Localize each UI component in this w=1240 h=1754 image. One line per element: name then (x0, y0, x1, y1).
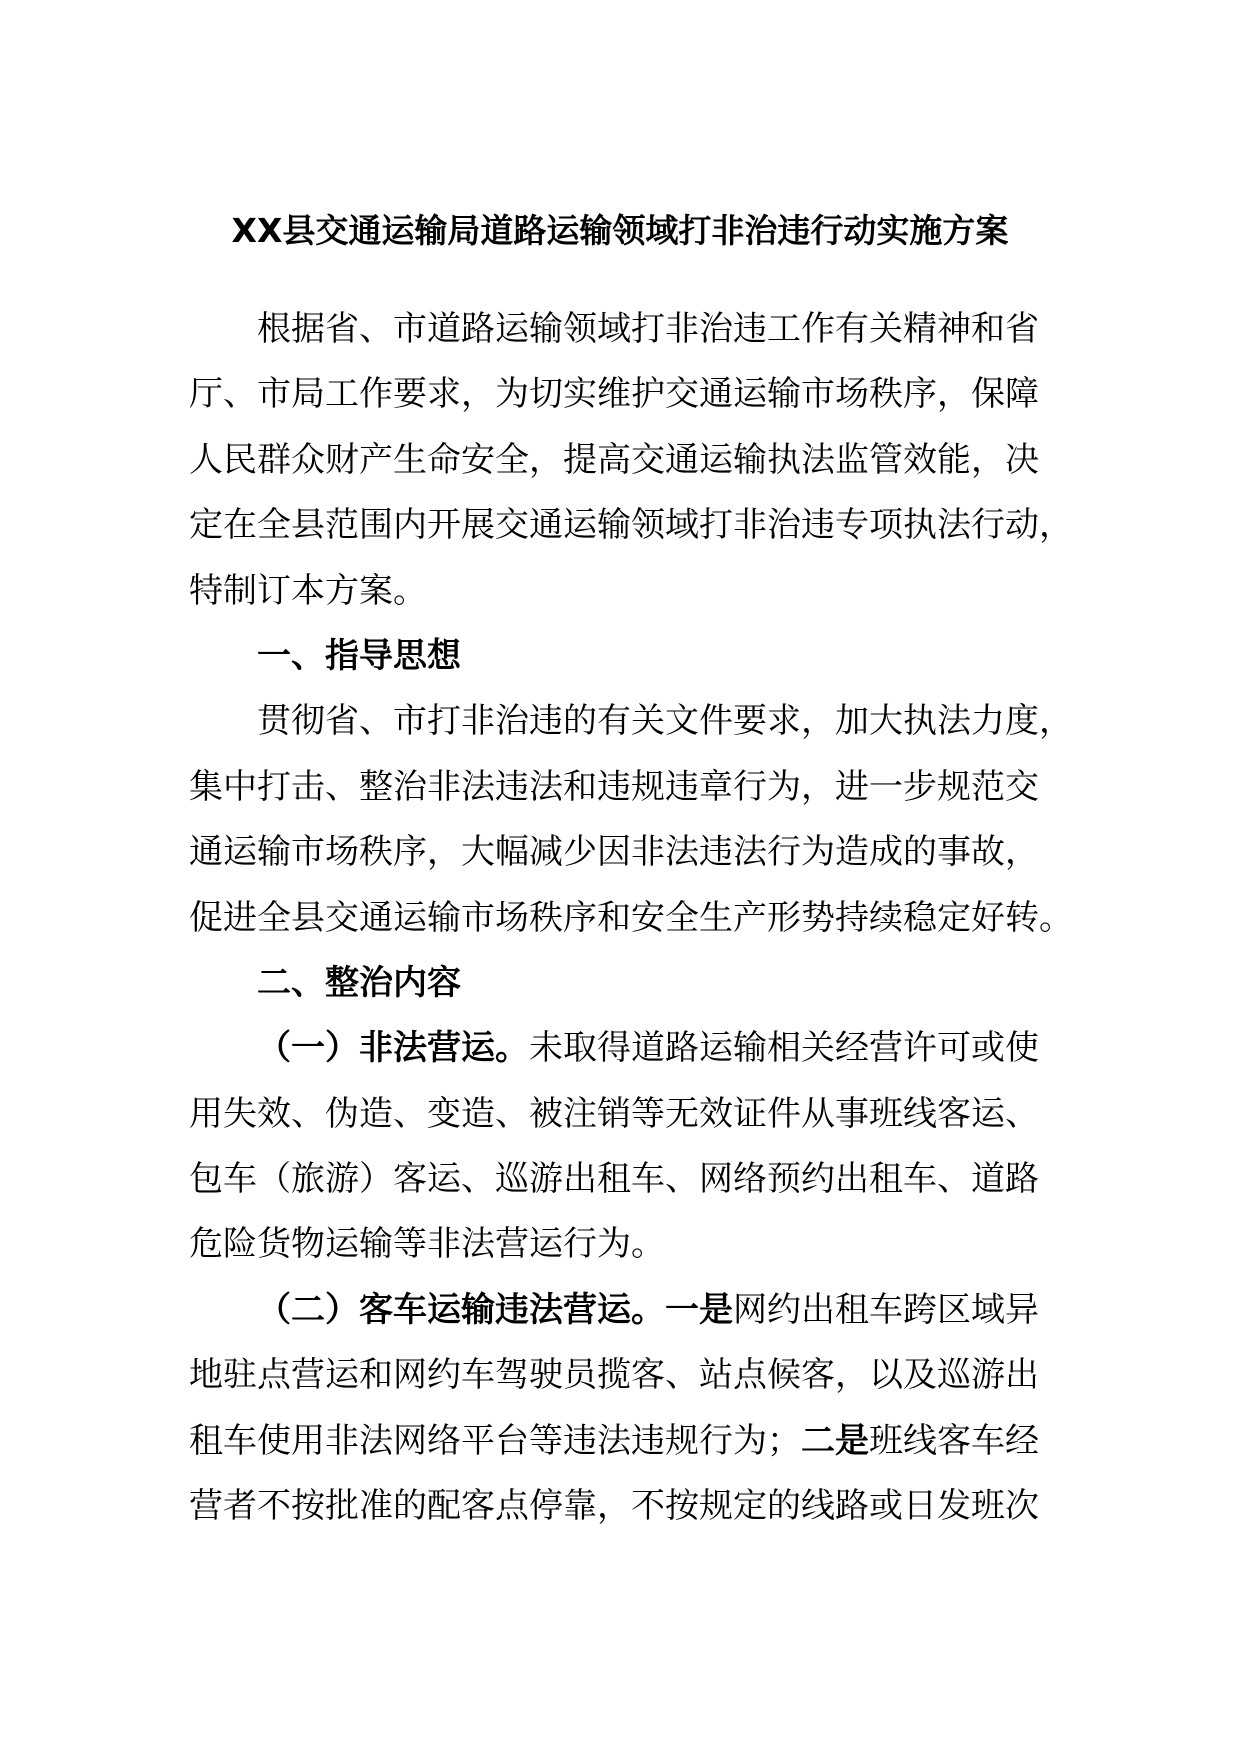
intro-line: 人民群众财产生命安全，提高交通运输执法监管效能，决 (189, 439, 1039, 480)
item2-text: 租车使用非法网络平台等违法违规行为； (189, 1420, 801, 1461)
item2-mark2: 二是 (801, 1420, 869, 1461)
item1-line: 危险货物运输等非法营运行为。 (189, 1224, 665, 1265)
item1-line: 包车（旅游）客运、巡游出租车、网络预约出租车、道路 (189, 1159, 1039, 1200)
document-body (189, 297, 1073, 1539)
item2-line: 地驻点营运和网约车驾驶员揽客、站点候客，以及巡游出 (189, 1355, 1039, 1396)
item1-line (189, 1016, 1039, 1081)
document-title: XX县交通运输局道路运输领域打非治违行动实施方案 (231, 211, 1009, 250)
item2-label: （二）客车运输违法营运。 (257, 1289, 665, 1330)
guiding-line: 贯彻省、市打非治违的有关文件要求，加大执法力度， (257, 701, 1073, 742)
item1-line: 用失效、伪造、变造、被注销等无效证件从事班线客运、 (189, 1093, 1039, 1134)
intro-line: 特制订本方案。 (189, 570, 427, 611)
item1-text: 未取得道路运输相关经营许可或使 (529, 1028, 1039, 1069)
intro-line: 根据省、市道路运输领域打非治违工作有关精神和省 (257, 309, 1039, 349)
section-heading-guiding: 一、指导思想 (257, 635, 461, 676)
guiding-line: 促进全县交通运输市场秩序和安全生产形势持续稳定好转。 (189, 897, 1073, 938)
item2-mark1: 一是 (665, 1289, 733, 1330)
section-heading-content: 二、整治内容 (257, 962, 461, 1003)
guiding-line: 通运输市场秩序，大幅减少因非法违法行为造成的事故， (189, 832, 1039, 873)
intro-line: 厅、市局工作要求，为切实维护交通运输市场秩序，保障 (189, 374, 1039, 415)
item2-line (189, 1278, 1039, 1343)
guiding-line: 集中打击、整治非法违法和违规违章行为，进一步规范交 (189, 766, 1039, 807)
item2-text: 网约出租车跨区域异 (733, 1289, 1039, 1330)
item2-text: 班线客车经 (869, 1420, 1039, 1461)
item2-line: 营者不按批准的配客点停靠，不按规定的线路或日发班次 (189, 1486, 1039, 1527)
item1-label: （一）非法营运。 (257, 1028, 529, 1069)
item2-line (189, 1409, 1039, 1474)
intro-line: 定在全县范围内开展交通运输领域打非治违专项执法行动， (189, 505, 1073, 546)
